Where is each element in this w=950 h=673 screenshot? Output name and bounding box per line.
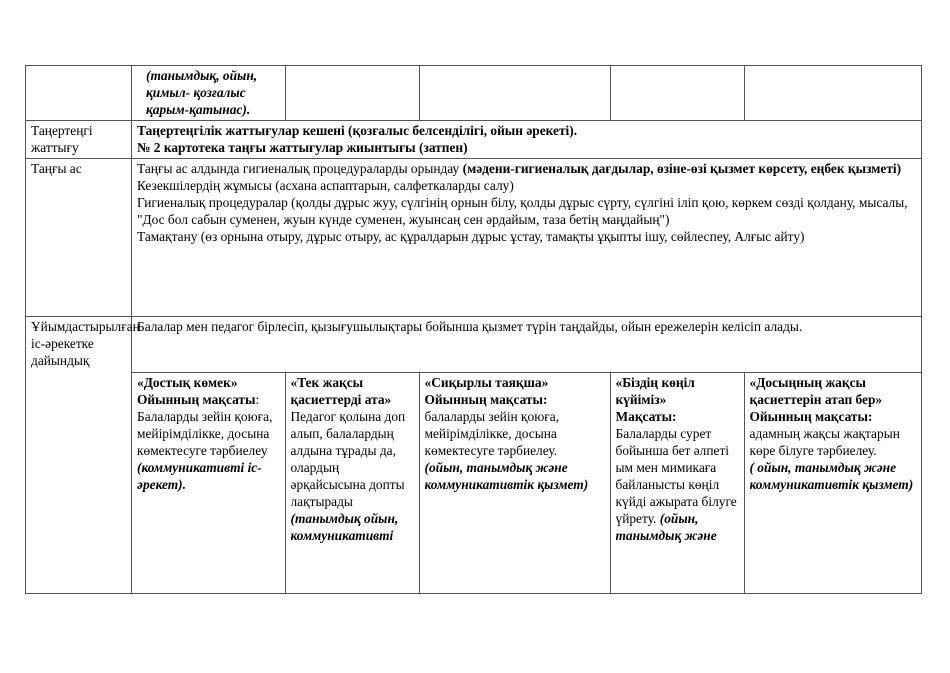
top-row-text: (танымдық, ойын, қимыл- қозғалыс қарым-қатынас). xyxy=(146,68,258,117)
game-goal-label: Ойынның мақсаты xyxy=(137,392,256,407)
breakfast-eating: Тамақтану (өз орнына отыру, дұрыс отыру, ас құралдарын дұрыс ұстау, тамақты ұқыпты ішу, сөйлеспеу, Алғыс айту) xyxy=(137,229,805,244)
breakfast-row xyxy=(26,159,922,317)
organized-content xyxy=(132,317,922,594)
game-note: (коммуникативті іс-әрекет). xyxy=(137,460,262,492)
game-text: Педагог қолына доп алып, балалардың алдына тұрады да, олардың әрқайсысына допты лақтырады xyxy=(290,409,406,509)
game-goal-label: Ойынның мақсаты: xyxy=(424,392,548,407)
morning-exercise-label: Таңертеңгі жаттығу xyxy=(26,121,132,159)
top-row-empty-cell xyxy=(420,66,611,121)
top-row xyxy=(26,66,922,121)
top-row-label-cell xyxy=(26,66,132,121)
game-note: (ойын, танымдық және xyxy=(615,511,717,543)
game-title: «Досыңның жақсы қасиеттерін атап бер» xyxy=(749,375,883,407)
organized-label: Ұйымдастырылған іс-әрекетке дайындық xyxy=(26,317,132,594)
top-row-activity-cell xyxy=(132,66,286,121)
game-note: (ойын, танымдық және коммуникативтік қызмет) xyxy=(424,460,589,492)
breakfast-content xyxy=(132,159,922,317)
top-row-empty-cell xyxy=(745,66,922,121)
game-title-and-goal xyxy=(750,374,919,459)
morning-exercise-line2: № 2 картотека таңғы жаттығулар жиынтығы (затпен) xyxy=(137,140,468,155)
breakfast-hygiene xyxy=(137,160,917,177)
breakfast-label: Таңғы ас xyxy=(26,159,132,317)
breakfast-duty: Кезекшілердің жұмысы (асхана аспаптарын, салфеткаларды салу) xyxy=(137,178,514,193)
breakfast-hygiene-bold: (мәдени-гигиеналық дағдылар, өзіне-өзі қызмет көрсету, еңбек қызметі) xyxy=(462,161,902,176)
games-row xyxy=(132,373,922,594)
breakfast-procedures: Гигиеналық процедуралар (қолды дұрыс жуу, сүлгінің орнын білу, қолды дұрыс сүрту, сүлгіні іліп қою, көркем сөзді қолдану, мысалы, "Дос бол сабын суменен, жуын күнде суменен, жуынсаң сен әрдайым, таза бетің маңдайың") xyxy=(137,195,908,227)
game-card xyxy=(132,373,285,594)
morning-exercise-line1: Таңертеңгілік жаттығулар кешені (қозғалыс белсенділігі, ойын әрекеті). xyxy=(137,123,578,138)
morning-exercise-content xyxy=(132,121,922,159)
organized-row xyxy=(26,317,922,594)
game-text: Балаларды сурет бойынша бет әлпеті ым мен мимикаға байланысты көңіл күйді ажырата білуге үйрету. xyxy=(615,426,737,526)
game-text-with-note xyxy=(616,425,740,544)
game-goal-colon: : xyxy=(255,392,260,407)
game-goal xyxy=(137,391,281,408)
game-note: (танымдық ойын, коммуникативті xyxy=(290,511,399,543)
breakfast-hygiene-lead: Таңғы ас алдында гигиеналық процедураларды орындау xyxy=(137,161,463,176)
game-goal-label: Ойынның мақсаты: xyxy=(749,409,873,424)
game-card xyxy=(610,373,744,594)
game-card xyxy=(744,373,922,594)
game-text: балаларды зейін қоюға, мейірімділікке, досына көмектесуге тәрбиелеу. xyxy=(424,409,560,458)
organized-intro: Балалар мен педагог бірлесіп, қызығушылықтары бойынша қызмет түрін таңдайды, ойын ережелерін келісіп алады. xyxy=(137,319,803,334)
game-text: адамның жақсы жақтарын көре білуге тәрбиелеу. xyxy=(749,426,900,458)
game-text: Балаларды зейін қоюға, мейірімділікке, досына көмектесуге тәрбиелеу xyxy=(137,409,273,458)
game-title: «Біздің көңіл күйіміз» xyxy=(615,375,695,407)
games-table xyxy=(132,372,922,593)
game-note: ( ойын, танымдық және коммуникативтік қызмет) xyxy=(749,460,914,492)
game-title: «Сиқырлы таяқша» xyxy=(424,375,549,390)
morning-exercise-row xyxy=(26,121,922,159)
game-card xyxy=(285,373,419,594)
game-title: «Достық көмек» xyxy=(137,375,238,390)
game-title: «Тек жақсы қасиеттерді ата» xyxy=(290,375,392,407)
game-goal-label: Мақсаты: xyxy=(615,409,677,424)
top-row-empty-cell xyxy=(286,66,420,121)
schedule-table xyxy=(25,65,922,594)
top-row-empty-cell xyxy=(611,66,745,121)
game-card xyxy=(419,373,610,594)
